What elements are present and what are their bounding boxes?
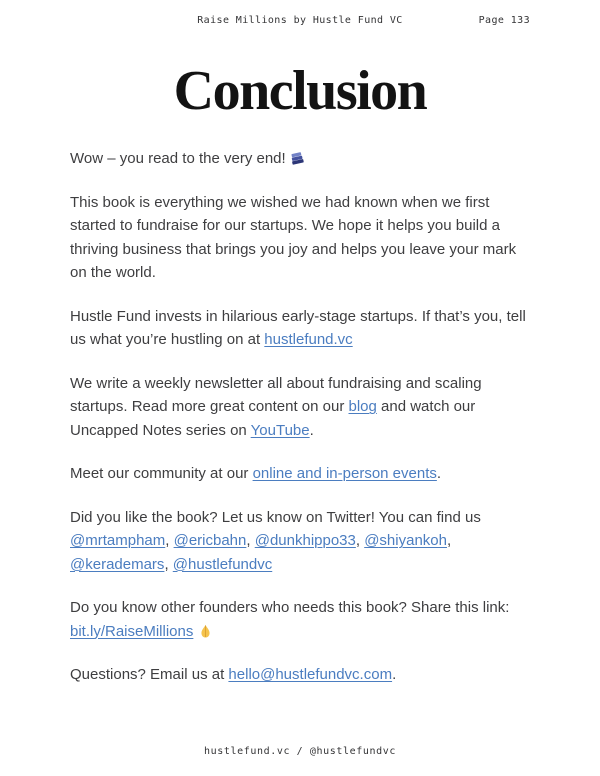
text-run: , [355,532,365,549]
text-run: and watch our [376,398,476,415]
text-line [70,596,530,620]
text-line [70,529,530,553]
link-mrtampham[interactable]: @mrtampham [70,532,166,549]
text-line [70,663,530,687]
text-run: us what you’re hustling on at [70,331,265,348]
text-line [70,620,530,644]
paragraph [70,663,530,687]
text-line [70,191,530,215]
text-run: Hustle Fund invests in hilarious early-stage startups. If that’s you, tell [70,307,526,325]
text-run: Do you know other founders who needs this book? Share this link: [70,599,510,616]
text-run: started to fundraise for our startups. We hope it helps you build a [70,217,500,234]
link-shiyankoh[interactable]: @shiyankoh [364,532,447,549]
praying-hands-emoji [198,620,213,644]
text-run: This book is everything we wished we had known when we first [70,193,490,211]
text-run: . [436,465,442,482]
text-run: Did you like the book? Let us know on Twitter! You can find us [70,508,481,526]
text-run: Questions? Email us at [70,666,229,683]
page-footer: hustlefund.vc / @hustlefundvc [204,746,396,757]
page-number: Page 133 [478,15,530,26]
text-line [70,553,530,577]
text-run: Meet our community at our [70,465,253,482]
text-run: We write a weekly newsletter all about fundraising and scaling [70,374,482,392]
link-events[interactable]: online and in-person events [252,465,437,482]
text-line [70,147,530,171]
text-line [70,506,530,530]
paragraph [70,147,530,171]
paragraph [70,596,530,643]
text-run: , [164,555,173,573]
text-line [70,395,530,419]
text-line [70,305,530,329]
text-run: . [309,421,314,439]
text-run: Wow – you read to the very end! [70,150,290,167]
text-line [70,214,530,238]
page-header [0,0,600,29]
text-line [70,261,530,285]
paragraph [70,191,530,285]
chapter-title: Conclusion [173,60,427,122]
link-blog[interactable]: blog [348,398,377,415]
text-run: , [165,532,174,549]
text-run: on the world. [70,264,156,281]
paragraph [70,305,530,352]
books-emoji [290,147,305,171]
text-line [70,462,530,486]
link-dunkhippo33[interactable]: @dunkhippo33 [254,532,356,549]
running-head-book-title: Raise Millions by Hustle Fund VC [197,15,403,26]
link-ericbahn[interactable]: @ericbahn [173,532,247,549]
link-youtube[interactable]: YouTube [250,421,310,439]
text-line [70,238,530,262]
paragraph [70,506,530,577]
link-bitly-raisemillions[interactable]: bit.ly/RaiseMillions [70,622,194,640]
text-run: , [446,532,452,549]
link-email[interactable]: hello@hustlefundvc.com [228,666,393,683]
text-line [70,419,530,443]
text-line [70,328,530,352]
link-kerademars[interactable]: @kerademars [70,555,165,573]
text-run: , [246,532,255,549]
link-hustlefundvc[interactable]: @hustlefundvc [172,555,273,573]
text-run: thriving business that brings you joy and helps you leave your mark [70,240,517,258]
body-text [70,147,530,687]
link-hustlefund-vc[interactable]: hustlefund.vc [264,331,353,348]
text-run: startups. Read more great content on our [70,398,349,415]
text-run: Uncapped Notes series on [70,421,251,439]
paragraph [70,462,530,486]
text-line [70,372,530,396]
paragraph [70,372,530,443]
text-run: . [392,666,397,683]
